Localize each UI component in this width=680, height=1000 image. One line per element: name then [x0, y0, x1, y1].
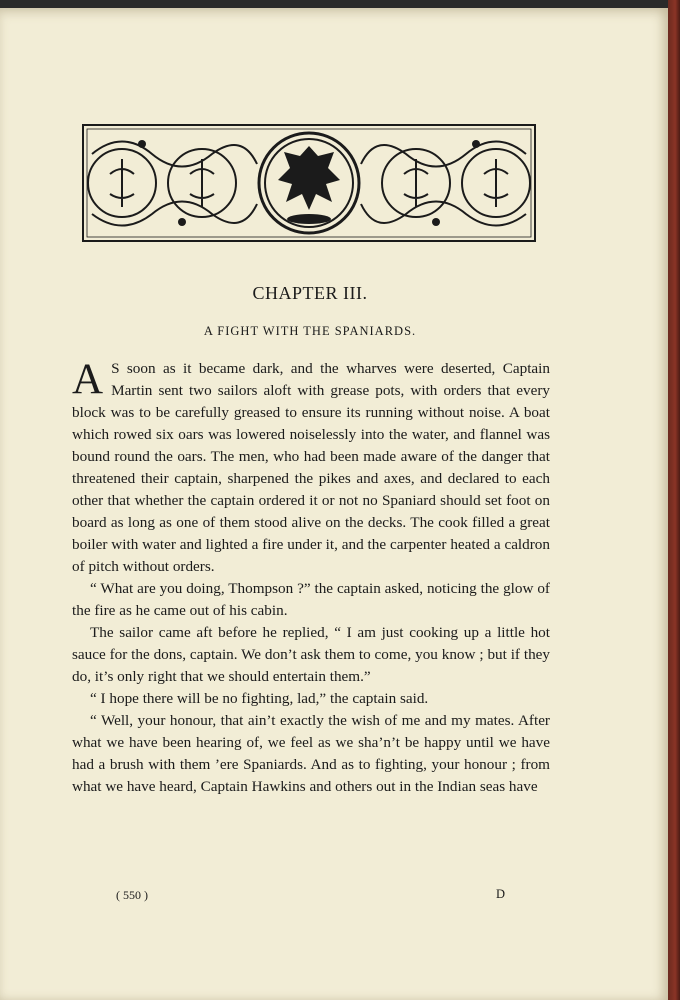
paragraph-text: S soon as it became dark, and the wharves were deserted, Captain Martin sent two sailors aloft with grease pots, with orders that every block was to be carefully greased to ensure its running without noise. A boat which rowed six oars was lowered noiselessly into the water, and flannel was bound round the oars. The men, who had been made aware of the danger that threatened their captain, sharpened the pikes and axes, and declared to each other that whether the captain ordered it or not no Spaniard should set foot on board as long as one of them stood alive on the decks. The cook filled a great boiler with water and lighted a fire under it, and the carpenter heated a caldron of pitch without orders.	[72, 360, 550, 575]
chapter-heading: CHAPTER III.	[252, 283, 368, 303]
page-number: ( 550 )	[116, 888, 148, 902]
chapter-title: A FIGHT WITH THE SPANIARDS.	[203, 324, 417, 338]
paragraph: “ What are you doing, Thompson ?” the captain asked, noticing the glow of the fire as he came out of his cabin.	[72, 580, 550, 619]
drop-cap: A	[72, 356, 104, 403]
book-edge	[668, 0, 680, 1000]
ornamental-headpiece	[82, 124, 536, 242]
paragraph: The sailor came aft before he replied, “ I am just cooking up a little hot sauce for the dons, captain. We don’t ask them to come, you know ; but if they do, it’s only right that we should entertain them.”	[72, 624, 550, 685]
book-page	[0, 8, 668, 1000]
paragraph	[72, 358, 550, 578]
body-text	[72, 358, 550, 798]
signature-mark: D	[496, 887, 506, 901]
paragraph: “ Well, your honour, that ain’t exactly the wish of me and my mates. After what we have been hearing of, we feel as we sha’n’t be happy until we have had a brush with them ’ere Spaniards. And as to fighting, your honour ; from what we have heard, Captain Hawkins and others out in the Indian seas have	[72, 712, 550, 795]
paragraph: “ I hope there will be no fighting, lad,” the captain said.	[90, 690, 429, 707]
